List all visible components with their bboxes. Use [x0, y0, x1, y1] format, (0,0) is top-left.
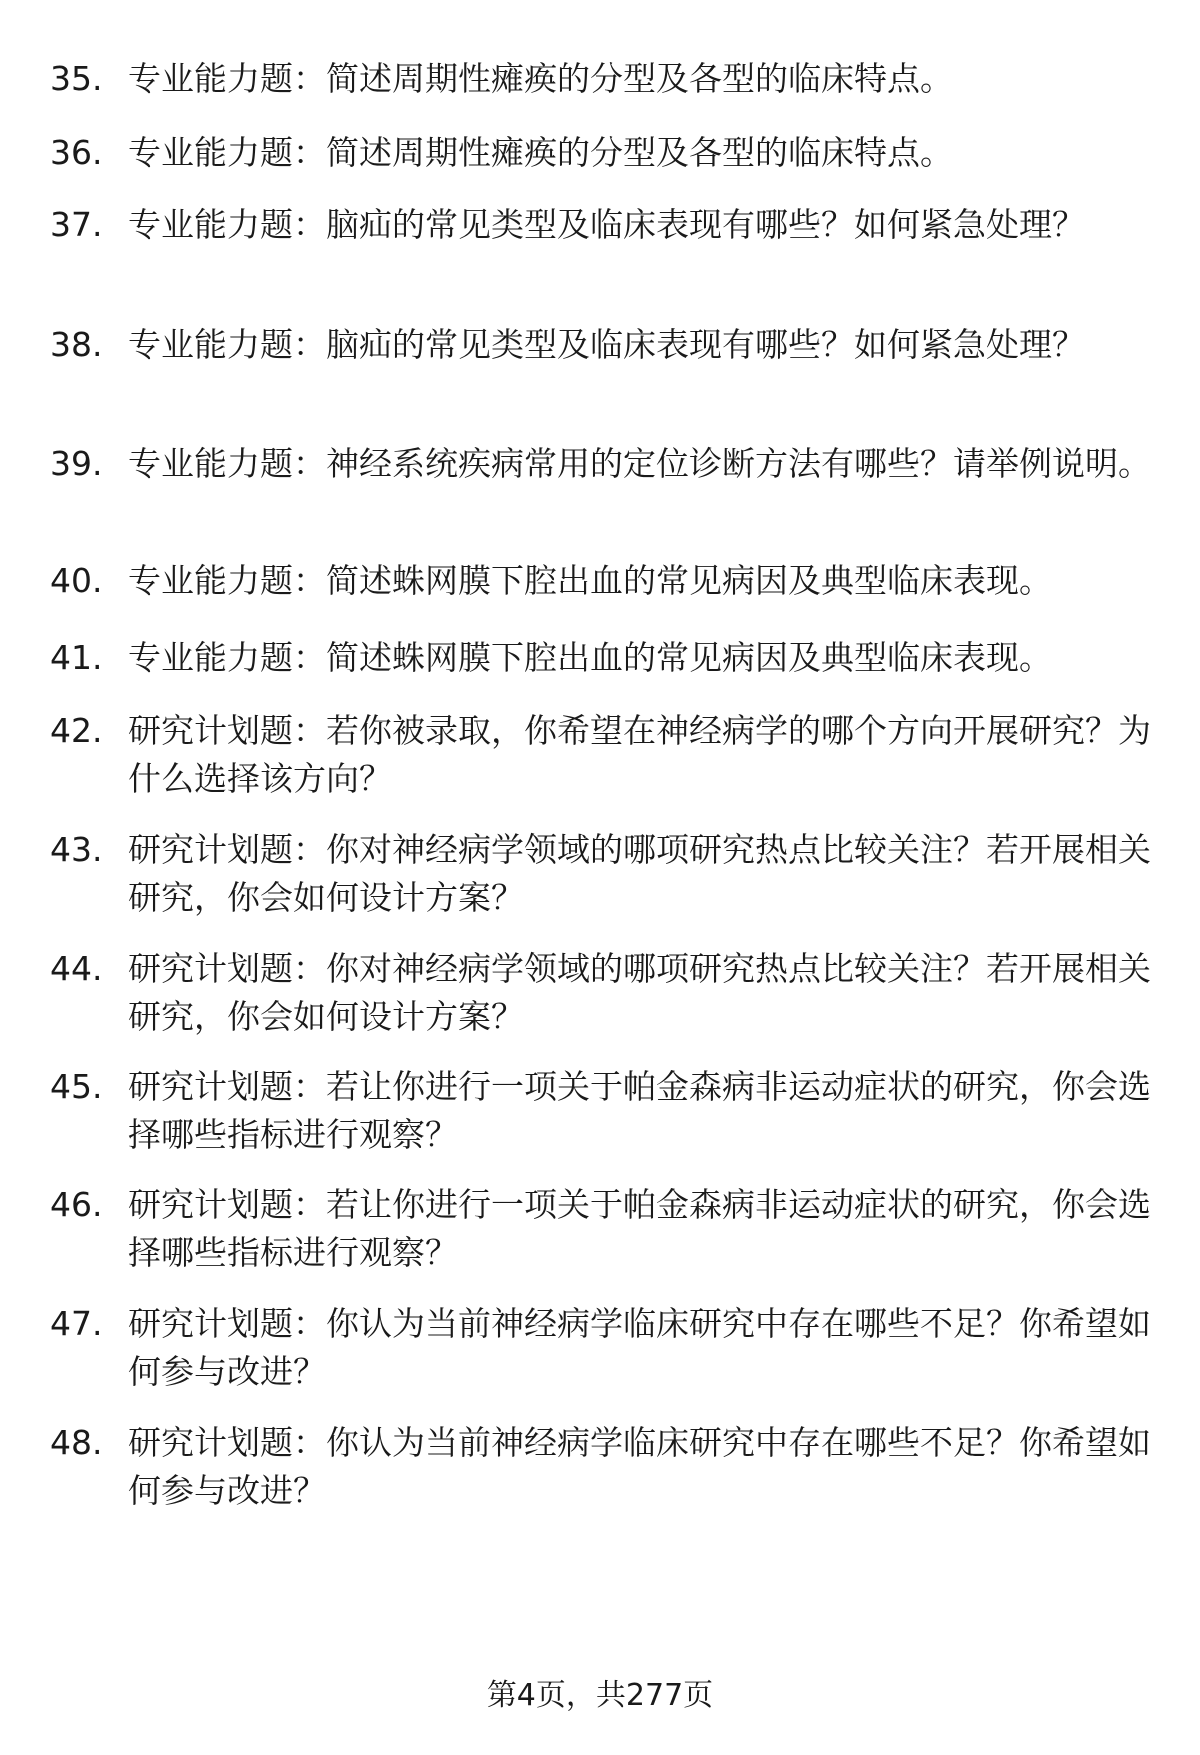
- question-number: 42.: [50, 711, 103, 750]
- question-text: 研究计划题：若让你进行一项关于帕金森病非运动症状的研究，你会选择哪些指标进行观察？: [128, 1185, 1151, 1272]
- question-text: 研究计划题：你认为当前神经病学临床研究中存在哪些不足？你希望如何参与改进？: [128, 1304, 1151, 1391]
- question-text: 专业能力题：神经系统疾病常用的定位诊断方法有哪些？请举例说明。: [128, 444, 1151, 483]
- question-item: [50, 1300, 1160, 1396]
- question-text: 专业能力题：脑疝的常见类型及临床表现有哪些？如何紧急处理？: [128, 205, 1085, 244]
- question-text: 专业能力题：简述周期性瘫痪的分型及各型的临床特点。: [128, 59, 953, 98]
- question-item: [50, 557, 1160, 605]
- question-number: 39.: [50, 444, 103, 483]
- question-number: 35.: [50, 59, 103, 98]
- question-number: 45.: [50, 1067, 103, 1106]
- question-item: [50, 129, 1160, 177]
- question-text: 专业能力题：简述蛛网膜下腔出血的常见病因及典型临床表现。: [128, 561, 1052, 600]
- question-item: [50, 440, 1160, 488]
- question-text: 专业能力题：脑疝的常见类型及临床表现有哪些？如何紧急处理？: [128, 325, 1085, 364]
- question-item: [50, 826, 1160, 922]
- question-number: 43.: [50, 830, 103, 869]
- question-item: [50, 945, 1160, 1041]
- question-item: [50, 1419, 1160, 1515]
- question-number: 48.: [50, 1423, 103, 1462]
- question-item: [50, 707, 1160, 803]
- question-item: [50, 1063, 1160, 1159]
- question-text: 专业能力题：简述蛛网膜下腔出血的常见病因及典型临床表现。: [128, 638, 1052, 677]
- page-footer: 第4页，共277页: [486, 1678, 714, 1713]
- question-number: 46.: [50, 1185, 103, 1224]
- question-text: 研究计划题：你对神经病学领域的哪项研究热点比较关注？若开展相关研究，你会如何设计方案？: [128, 830, 1151, 917]
- question-number: 37.: [50, 205, 103, 244]
- question-number: 36.: [50, 133, 103, 172]
- question-text: 研究计划题：你认为当前神经病学临床研究中存在哪些不足？你希望如何参与改进？: [128, 1423, 1151, 1510]
- question-item: [50, 1181, 1160, 1277]
- question-number: 40.: [50, 561, 103, 600]
- question-text: 研究计划题：若让你进行一项关于帕金森病非运动症状的研究，你会选择哪些指标进行观察？: [128, 1067, 1151, 1154]
- question-item: [50, 634, 1160, 682]
- question-number: 41.: [50, 638, 103, 677]
- question-item: [50, 201, 1160, 249]
- question-item: [50, 321, 1160, 369]
- question-text: 专业能力题：简述周期性瘫痪的分型及各型的临床特点。: [128, 133, 953, 172]
- question-number: 44.: [50, 949, 103, 988]
- question-item: [50, 55, 1160, 103]
- question-number: 47.: [50, 1304, 103, 1343]
- question-number: 38.: [50, 325, 103, 364]
- question-text: 研究计划题：若你被录取，你希望在神经病学的哪个方向开展研究？为什么选择该方向？: [128, 711, 1151, 798]
- question-text: 研究计划题：你对神经病学领域的哪项研究热点比较关注？若开展相关研究，你会如何设计方案？: [128, 949, 1151, 1036]
